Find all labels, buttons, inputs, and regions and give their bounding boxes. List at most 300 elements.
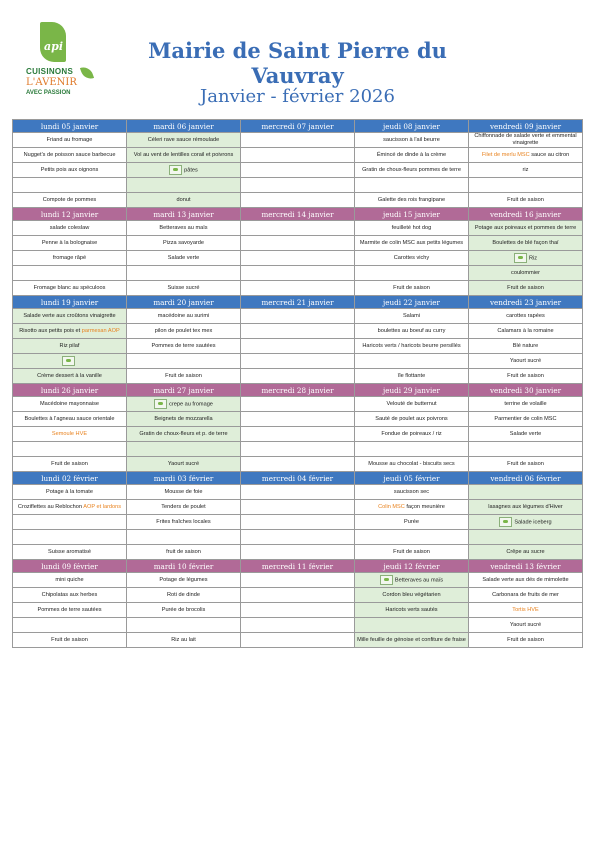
dish-name: façon meunière xyxy=(406,503,445,510)
dish-cell xyxy=(13,251,127,266)
menu-row xyxy=(13,397,583,412)
dish-cell xyxy=(127,603,241,618)
dish-name: Penne à la bolognaise xyxy=(41,239,98,246)
label-highlight: AOP et lardons xyxy=(83,503,122,510)
dish-name: salade coleslaw xyxy=(49,224,90,231)
dish-name: Riz au lait xyxy=(171,636,196,643)
dish-name: Velouté de butternut xyxy=(386,400,437,407)
dish-name: Yaourt sucré xyxy=(167,460,200,467)
dish-name: Haricots verts / haricots beurre persillés xyxy=(362,342,461,349)
dish-name: Crème dessert à la vanille xyxy=(37,372,102,379)
dish-name: Céleri rave sauce rémoulade xyxy=(147,136,220,143)
menu-row xyxy=(13,309,583,324)
organic-badge-icon xyxy=(154,399,167,409)
dish-name: Macédoine mayonnaise xyxy=(39,400,100,407)
logo-leaf-icon xyxy=(40,22,66,62)
menu-row xyxy=(13,515,583,530)
dish-cell xyxy=(13,412,127,427)
dish-name: pâtes xyxy=(184,167,198,174)
dish-cell xyxy=(355,515,469,530)
dish-cell xyxy=(469,427,583,442)
menu-row xyxy=(13,545,583,560)
dish-cell xyxy=(241,397,355,412)
week-header-row xyxy=(13,120,583,133)
dish-cell xyxy=(469,588,583,603)
dish-cell xyxy=(469,339,583,354)
dish-cell xyxy=(13,618,127,633)
dish-cell xyxy=(13,545,127,560)
dish-cell xyxy=(469,500,583,515)
dish-cell xyxy=(241,133,355,148)
dish-cell xyxy=(127,221,241,236)
dish-cell xyxy=(469,573,583,588)
dish-cell xyxy=(469,133,583,148)
menu-row xyxy=(13,251,583,266)
dish-name: coulommier xyxy=(511,269,540,276)
organic-badge-icon xyxy=(62,356,75,366)
dish-name: Yaourt sucré xyxy=(509,621,542,628)
dish-name: Suisse sucré xyxy=(167,284,200,291)
dish-name: Potage à la tomate xyxy=(46,488,93,495)
dish-cell xyxy=(13,485,127,500)
dish-cell xyxy=(355,281,469,296)
dish-cell xyxy=(13,397,127,412)
week-header-row xyxy=(13,208,583,221)
dish-name: Purée xyxy=(404,518,419,525)
dish-name: Fruit de saison xyxy=(507,284,544,291)
dish-name: Petits pois aux oignons xyxy=(40,166,99,173)
dish-cell xyxy=(127,412,241,427)
dish-cell xyxy=(13,309,127,324)
dish-cell xyxy=(127,281,241,296)
dish-name: Roti de dinde xyxy=(167,591,200,598)
dish-name: carottes rapées xyxy=(506,312,545,319)
dish-cell xyxy=(241,369,355,384)
dish-cell xyxy=(355,618,469,633)
logo-line-1: CUISINONS xyxy=(26,67,74,76)
dish-cell xyxy=(241,178,355,193)
dish-cell xyxy=(13,457,127,472)
menu-row xyxy=(13,412,583,427)
dish-cell xyxy=(355,163,469,178)
dish-name: terrine de volaille xyxy=(504,400,547,407)
dish-cell xyxy=(355,427,469,442)
dish-cell xyxy=(241,193,355,208)
menu-row xyxy=(13,485,583,500)
dish-name: Fruit de saison xyxy=(393,548,430,555)
dish-cell xyxy=(127,133,241,148)
dish-name: Fromage blanc au spéculoos xyxy=(33,284,106,291)
dish-cell xyxy=(469,221,583,236)
menu-row xyxy=(13,148,583,163)
menu-row xyxy=(13,221,583,236)
dish-name: Riz pilaf xyxy=(59,342,80,349)
dish-cell xyxy=(127,427,241,442)
dish-cell xyxy=(127,369,241,384)
dish-cell xyxy=(469,266,583,281)
dish-cell xyxy=(469,236,583,251)
week-header-row xyxy=(13,472,583,485)
dish-name: feuilleté hot dog xyxy=(391,224,432,231)
menu-row xyxy=(13,633,583,648)
dish-cell xyxy=(241,588,355,603)
label-highlight: parmesan AOP xyxy=(81,327,120,334)
dish-cell xyxy=(469,397,583,412)
dish-cell xyxy=(241,485,355,500)
dish-name: Fruit de saison xyxy=(507,636,544,643)
dish-cell xyxy=(241,530,355,545)
dish-name: Nugget's de poisson sauce barbecue xyxy=(23,151,116,158)
menu-row xyxy=(13,354,583,369)
label-highlight: Filet de merlu MSC xyxy=(481,151,530,158)
dish-cell xyxy=(241,457,355,472)
dish-cell xyxy=(127,500,241,515)
dish-cell xyxy=(469,251,583,266)
dish-cell xyxy=(241,354,355,369)
day-header: jeudi 15 janvier xyxy=(355,208,469,221)
dish-cell xyxy=(241,281,355,296)
dish-cell xyxy=(13,236,127,251)
dish-cell xyxy=(355,397,469,412)
dish-name: Fruit de saison xyxy=(507,372,544,379)
dish-name: lasagnes aux légumes d'Hiver xyxy=(488,503,563,510)
dish-cell xyxy=(127,354,241,369)
dish-cell xyxy=(469,178,583,193)
dish-cell xyxy=(127,588,241,603)
dish-cell xyxy=(13,133,127,148)
dish-cell xyxy=(241,515,355,530)
logo-text: api xyxy=(44,40,63,53)
label-highlight: Semoule HVE xyxy=(51,430,88,437)
dish-cell xyxy=(241,324,355,339)
dish-cell xyxy=(469,163,583,178)
day-header: jeudi 22 janvier xyxy=(355,296,469,309)
menu-row xyxy=(13,133,583,148)
menu-table xyxy=(12,119,583,648)
dish-cell xyxy=(355,369,469,384)
dish-name: Marmite de colin MSC aux petits légumes xyxy=(359,239,464,246)
dish-name: fruit de saison xyxy=(166,548,201,555)
dish-cell xyxy=(127,515,241,530)
dish-name: Riz xyxy=(528,255,538,262)
dish-name: Pommes de terre sautées xyxy=(37,606,102,613)
dish-cell xyxy=(469,442,583,457)
dish-name: Chiffonnade de salade verte et emmental vinaigrette xyxy=(474,133,577,146)
dish-name: Carbonara de fruits de mer xyxy=(492,591,559,598)
day-header: mardi 10 février xyxy=(127,560,241,573)
dish-cell xyxy=(469,193,583,208)
dish-cell xyxy=(241,545,355,560)
dish-cell xyxy=(469,603,583,618)
dish-cell xyxy=(127,251,241,266)
dish-name: Salade verte xyxy=(509,430,542,437)
dish-name: Carottes vichy xyxy=(393,254,430,261)
dish-cell xyxy=(355,178,469,193)
menu-row xyxy=(13,530,583,545)
dish-name: Fondue de poireaux / riz xyxy=(381,430,442,437)
dish-cell xyxy=(13,500,127,515)
dish-cell xyxy=(13,530,127,545)
dish-cell xyxy=(127,236,241,251)
dish-cell xyxy=(127,530,241,545)
dish-cell xyxy=(355,221,469,236)
dish-cell xyxy=(127,633,241,648)
dish-cell xyxy=(241,309,355,324)
dish-cell xyxy=(469,354,583,369)
dish-cell xyxy=(127,573,241,588)
dish-cell xyxy=(469,457,583,472)
dish-name: Compote de pommes xyxy=(42,196,97,203)
menu-row xyxy=(13,603,583,618)
page-subtitle: Janvier - février 2026 xyxy=(200,86,395,107)
dish-cell xyxy=(127,266,241,281)
week-header-row xyxy=(13,384,583,397)
dish-name: Salade verte aux dés de mimolette xyxy=(482,576,569,583)
dish-cell xyxy=(13,281,127,296)
sprout-icon xyxy=(80,65,94,82)
dish-name: Boulettes à l'agneau sauce orientale xyxy=(24,415,115,422)
dish-name: riz xyxy=(522,166,529,173)
dish-cell xyxy=(241,500,355,515)
dish-cell xyxy=(469,545,583,560)
dish-name: Cordon bleu végétarien xyxy=(382,591,441,598)
dish-cell xyxy=(355,133,469,148)
day-header: mardi 13 janvier xyxy=(127,208,241,221)
dish-name: sauce au citron xyxy=(531,151,570,158)
label-highlight: Colin MSC xyxy=(378,503,405,510)
dish-cell xyxy=(241,163,355,178)
day-header: mercredi 04 février xyxy=(241,472,355,485)
dish-cell xyxy=(355,251,469,266)
dish-cell xyxy=(127,193,241,208)
dish-cell xyxy=(13,588,127,603)
menu-row xyxy=(13,281,583,296)
organic-badge-icon xyxy=(499,517,512,527)
day-header: jeudi 12 février xyxy=(355,560,469,573)
day-header: lundi 26 janvier xyxy=(13,384,127,397)
dish-name: Yaourt sucré xyxy=(509,357,542,364)
day-header: vendredi 23 janvier xyxy=(469,296,583,309)
dish-name: Tenders de poulet xyxy=(161,503,206,510)
dish-name: donut xyxy=(176,196,191,203)
dish-name: Boulettes de blé façon thaï xyxy=(492,239,559,246)
dish-cell xyxy=(127,339,241,354)
dish-cell xyxy=(13,339,127,354)
day-header: jeudi 29 janvier xyxy=(355,384,469,397)
label-highlight: Tortis HVE xyxy=(512,606,539,613)
dish-cell xyxy=(469,618,583,633)
dish-cell xyxy=(355,485,469,500)
day-header: mardi 27 janvier xyxy=(127,384,241,397)
day-header: vendredi 30 janvier xyxy=(469,384,583,397)
dish-cell xyxy=(127,442,241,457)
dish-name: Fruit de saison xyxy=(165,372,202,379)
dish-cell xyxy=(127,485,241,500)
dish-cell xyxy=(355,354,469,369)
dish-cell xyxy=(241,633,355,648)
dish-cell xyxy=(355,236,469,251)
page-title: Mairie de Saint Pierre du Vauvray xyxy=(148,38,447,88)
day-header: lundi 02 février xyxy=(13,472,127,485)
dish-cell xyxy=(127,148,241,163)
dish-cell xyxy=(13,603,127,618)
dish-cell xyxy=(241,442,355,457)
dish-cell xyxy=(355,309,469,324)
dish-name: Mille feuille de génoise et confiture de fraise xyxy=(357,636,466,643)
dish-cell xyxy=(355,412,469,427)
dish-cell xyxy=(355,545,469,560)
menu-row xyxy=(13,369,583,384)
dish-cell xyxy=(241,251,355,266)
menu-row xyxy=(13,266,583,281)
dish-name: crepe au fromage xyxy=(169,401,213,408)
dish-cell xyxy=(355,193,469,208)
dish-name: Croziflettes au Reblochon xyxy=(17,503,82,510)
dish-name: Betteraves au maïs xyxy=(394,577,444,584)
day-header: mercredi 21 janvier xyxy=(241,296,355,309)
dish-name: mini quiche xyxy=(55,576,84,583)
dish-name: macédoine au surimi xyxy=(157,312,210,319)
day-header: lundi 09 février xyxy=(13,560,127,573)
dish-name: boulettes au boeuf au curry xyxy=(377,327,446,334)
menu-row xyxy=(13,442,583,457)
dish-name: Galette des rois frangipane xyxy=(377,196,446,203)
dish-cell xyxy=(355,457,469,472)
dish-cell xyxy=(13,354,127,369)
day-header: lundi 12 janvier xyxy=(13,208,127,221)
dish-name: saucisson à l'ail beurre xyxy=(383,136,440,143)
day-header: vendredi 16 janvier xyxy=(469,208,583,221)
day-header: mardi 03 février xyxy=(127,472,241,485)
menu-row xyxy=(13,457,583,472)
dish-name: Chipolatas aux herbes xyxy=(41,591,98,598)
dish-cell xyxy=(469,324,583,339)
dish-name: Friand au fromage xyxy=(46,136,93,143)
dish-name: Crêpe au sucre xyxy=(506,548,545,555)
dish-name: Calamars à la romaine xyxy=(497,327,554,334)
dish-name: Mousse au chocolat - biscuits secs xyxy=(368,460,455,467)
dish-cell xyxy=(469,530,583,545)
dish-cell xyxy=(241,603,355,618)
day-header: jeudi 05 février xyxy=(355,472,469,485)
dish-cell xyxy=(13,427,127,442)
dish-cell xyxy=(13,573,127,588)
day-header: vendredi 13 février xyxy=(469,560,583,573)
dish-name: Pizza savoyarde xyxy=(162,239,205,246)
dish-cell xyxy=(241,618,355,633)
dish-cell xyxy=(355,442,469,457)
dish-name: fromage râpé xyxy=(52,254,87,261)
organic-badge-icon xyxy=(514,253,527,263)
dish-name: île flottante xyxy=(397,372,426,379)
dish-cell xyxy=(13,193,127,208)
dish-cell xyxy=(355,530,469,545)
dish-cell xyxy=(469,309,583,324)
dish-cell xyxy=(355,500,469,515)
dish-name: Vol au vent de lentilles corail et poivrons xyxy=(133,151,234,158)
week-header-row xyxy=(13,296,583,309)
dish-name: Sauté de poulet aux poivrons xyxy=(375,415,448,422)
dish-cell xyxy=(13,178,127,193)
dish-name: Purée de brocolis xyxy=(161,606,206,613)
dish-cell xyxy=(13,266,127,281)
menu-row xyxy=(13,163,583,178)
day-header: jeudi 08 janvier xyxy=(355,120,469,133)
dish-name: Gratin de choux-fleurs pommes de terre xyxy=(362,166,461,173)
day-header: mercredi 14 janvier xyxy=(241,208,355,221)
dish-name: Potage de légumes xyxy=(159,576,208,583)
dish-name: Fruit de saison xyxy=(51,636,88,643)
day-header: mercredi 28 janvier xyxy=(241,384,355,397)
organic-badge-icon xyxy=(169,165,182,175)
day-header: lundi 19 janvier xyxy=(13,296,127,309)
dish-cell xyxy=(355,148,469,163)
dish-cell xyxy=(13,324,127,339)
dish-name: Haricots verts sautés xyxy=(385,606,438,613)
menu-row xyxy=(13,500,583,515)
dish-cell xyxy=(241,221,355,236)
dish-name: Frites fraîches locales xyxy=(156,518,211,525)
dish-cell xyxy=(127,309,241,324)
dish-name: Émincé de dinde à la crème xyxy=(376,151,447,158)
day-header: mardi 06 janvier xyxy=(127,120,241,133)
dish-name: Suisse aromatisé xyxy=(48,548,91,555)
dish-cell xyxy=(469,148,583,163)
dish-cell xyxy=(127,618,241,633)
menu-row xyxy=(13,618,583,633)
dish-cell xyxy=(241,236,355,251)
menu-row xyxy=(13,588,583,603)
menu-row xyxy=(13,339,583,354)
dish-cell xyxy=(13,163,127,178)
day-header: lundi 05 janvier xyxy=(13,120,127,133)
dish-cell xyxy=(355,603,469,618)
dish-cell xyxy=(355,573,469,588)
dish-name: Fruit de saison xyxy=(507,196,544,203)
dish-name: Mousse de foie xyxy=(164,488,203,495)
week-header-row xyxy=(13,560,583,573)
logo-line-3: AVEC PASSION xyxy=(26,90,71,96)
dish-name: Parmentier de colin MSC xyxy=(494,415,557,422)
dish-cell xyxy=(13,633,127,648)
dish-cell xyxy=(13,369,127,384)
menu-row xyxy=(13,236,583,251)
dish-name: Salade verte xyxy=(167,254,200,261)
logo-line-2: L'AVENIR xyxy=(26,77,77,88)
dish-name: Risotto aux petits pois et xyxy=(19,327,81,334)
dish-cell xyxy=(241,339,355,354)
menu-row xyxy=(13,427,583,442)
organic-badge-icon xyxy=(380,575,393,585)
dish-cell xyxy=(241,427,355,442)
dish-name: Fruit de saison xyxy=(393,284,430,291)
dish-cell xyxy=(469,515,583,530)
dish-cell xyxy=(355,588,469,603)
dish-cell xyxy=(127,324,241,339)
dish-cell xyxy=(241,412,355,427)
dish-cell xyxy=(469,633,583,648)
dish-cell xyxy=(13,221,127,236)
dish-name: Fruit de saison xyxy=(507,460,544,467)
day-header: vendredi 06 février xyxy=(469,472,583,485)
dish-cell xyxy=(241,148,355,163)
dish-name: Potage aux poireaux et pommes de terre xyxy=(474,224,577,231)
dish-cell xyxy=(13,515,127,530)
day-header: vendredi 09 janvier xyxy=(469,120,583,133)
dish-cell xyxy=(355,266,469,281)
day-header: mardi 20 janvier xyxy=(127,296,241,309)
dish-cell xyxy=(469,281,583,296)
